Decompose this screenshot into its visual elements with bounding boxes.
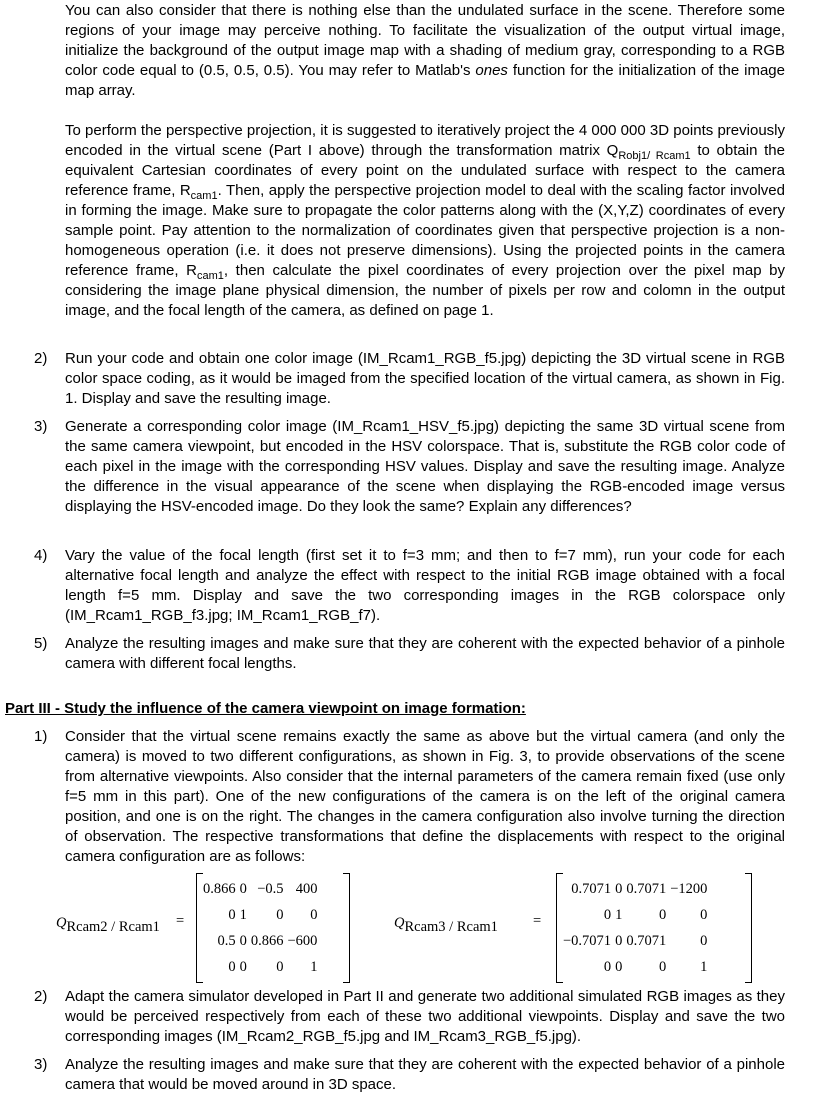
list-item <box>34 349 785 409</box>
transformation-matrices <box>0 872 822 984</box>
equals-sign: = <box>176 913 185 929</box>
list-number: 2) <box>34 988 48 1005</box>
text-italic-ones: ones <box>475 62 508 79</box>
matrix-cell: 0 <box>658 906 667 923</box>
list-text: Adapt the camera simulator developed in Part II and generate two additional simulated RGB images as they would be perceived respectively from each of these two additional viewpoints. Display and save the two corresponding images (IM_Rcam2_RGB_f5.jpg and IM_Rcam3_RGB_f5.jpg). <box>65 988 785 1045</box>
matrix-row <box>201 954 319 980</box>
matrix-cell: 0 <box>603 906 612 923</box>
matrix-cell: 1 <box>700 958 708 975</box>
subscript: cam1 <box>196 270 224 282</box>
paragraph-perspective-projection <box>65 121 785 321</box>
matrix-symbol: Q <box>56 915 67 931</box>
list-text: Analyze the resulting images and make sure that they are coherent with the expected behavior of a pinhole camera with different focal lengths. <box>65 635 785 672</box>
list-item <box>34 546 785 626</box>
list-item <box>34 987 785 1047</box>
matrix-cell: 0 <box>700 932 708 949</box>
text-run: . Then, apply the perspective projection model to deal with the scaling factor involved in forming the image. Make sure to propagate the color patterns along with the (X,Y,Z) coordinates of every sample point. Pay attention to the normalization of coordinates given that perspective projection is a non-homogeneous operation (i.e. it does not preserve dimensions). Using the projected points in the camera reference frame, R <box>65 182 785 279</box>
matrix-rcam2 <box>196 873 350 983</box>
matrix-cell: 1 <box>310 958 318 975</box>
matrix-cell: 0 <box>615 932 623 949</box>
matrix-rcam3 <box>556 873 752 983</box>
matrix-cell: 0 <box>239 932 247 949</box>
matrix-row <box>561 876 709 902</box>
matrix-row <box>201 876 319 902</box>
matrix-cell: 0.866 <box>250 932 284 949</box>
matrix-cell: −1200 <box>670 880 708 897</box>
matrix-row <box>561 954 709 980</box>
paragraph-background-gray <box>65 1 785 101</box>
text-run: To perform the perspective projection, it is suggested to iteratively project the 4 000 000 3D points previously encoded in the virtual scene (Part I above) through the transformation matrix Q <box>65 122 785 159</box>
list-number: 1) <box>34 728 48 745</box>
matrix-cell: 0 <box>239 958 247 975</box>
matrix-cell: 0 <box>615 958 623 975</box>
matrix-cell: 1 <box>239 906 247 923</box>
matrix-cell: 0 <box>276 958 284 975</box>
subscript: cam1 <box>190 190 218 202</box>
matrix-cell: 0 <box>615 880 623 897</box>
matrix-cell: −0.7071 <box>563 932 612 949</box>
matrix-cell: 0 <box>228 958 236 975</box>
matrix-cell: 0.866 <box>203 880 236 897</box>
matrix-cell: 1 <box>615 906 623 923</box>
text-run: function for the initialization of the image map array. <box>65 62 785 99</box>
list-item <box>34 634 785 674</box>
matrix-cell: −0.5 <box>257 880 284 897</box>
matrix-cell: 400 <box>295 880 318 897</box>
matrix-table <box>561 876 709 980</box>
list-number: 4) <box>34 547 48 564</box>
list-number: 5) <box>34 635 48 652</box>
subscript: Robj1/ Rcam1 <box>618 150 691 162</box>
matrix-cell: 0 <box>658 958 667 975</box>
matrix-cell: 0 <box>310 906 318 923</box>
matrix-cell: 0.5 <box>217 932 236 949</box>
list-item <box>34 727 785 867</box>
matrix-table <box>201 876 319 980</box>
list-item <box>34 417 785 517</box>
part3-heading: Part III - Study the influence of the camera viewpoint on image formation: <box>5 700 526 717</box>
list-number: 3) <box>34 418 48 435</box>
matrix-subscript: Rcam3 / Rcam1 <box>404 919 498 935</box>
list-item <box>34 1055 785 1095</box>
text-run: You can also consider that there is nothing else than the undulated surface in the scene. Therefore some regions of your image may perceive nothing. To facilitate the visualization of the output virtual image, initialize the background of the output image map with a shading of medium gray, corresponding to a RGB color code equal to (0.5, 0.5, 0.5). You may refer to Matlab's <box>65 2 785 79</box>
matrix-cell: 0 <box>239 880 247 897</box>
matrix-label-rcam2 <box>56 915 160 935</box>
matrix-cell: 0.7071 <box>626 880 667 897</box>
matrix-cell: 0 <box>700 906 708 923</box>
text-run: to obtain the equivalent Cartesian coordinates of every point on the undulated surface with respect to the camera reference frame, R <box>65 142 785 199</box>
matrix-cell: 0 <box>228 906 236 923</box>
matrix-symbol: Q <box>394 915 405 931</box>
matrix-cell: 0.7071 <box>626 932 667 949</box>
matrix-subscript: Rcam2 / Rcam1 <box>66 919 160 935</box>
list-text: Analyze the resulting images and make sure that they are coherent with the expected behavior of a pinhole camera that would be moved around in 3D space. <box>65 1056 785 1093</box>
text-run: , then calculate the pixel coordinates of every projection over the pixel map by considering the image plane physical dimension, the number of pixels per row and colomn in the output image, and the focal length of the camera, as defined on page 1. <box>65 262 786 319</box>
matrix-cell: −600 <box>287 932 318 949</box>
matrix-row <box>201 928 319 954</box>
matrix-row <box>201 902 319 928</box>
list-number: 2) <box>34 350 48 367</box>
matrix-row <box>561 928 709 954</box>
matrix-label-rcam3 <box>394 915 498 935</box>
list-text: Generate a corresponding color image (IM_Rcam1_HSV_f5.jpg) depicting the same 3D virtual scene from the same camera viewpoint, but encoded in the HSV colorspace. That is, substitute the RGB color code of each pixel in the image with the corresponding HSV values. Display and save the resulting image. Analyze the difference in the visual appearance of the scene when displaying the RGB-encoded image versus displaying the HSV-encoded image. Do they look the same? Explain any differences? <box>65 418 785 515</box>
list-text: Consider that the virtual scene remains exactly the same as above but the virtual camera (and only the camera) is moved to two different configurations, as shown in Fig. 3, to provide observations of the scene from alternative viewpoints. Also consider that the internal parameters of the camera remain fixed (use only f=5 mm in this part). One of the new configurations of the camera is on the left of the original camera position, and one is on the right. The changes in the camera configuration also involve turning the direction of observation. The respective transformations that define the displacements with respect to the original camera configuration are as follows: <box>65 728 785 865</box>
list-text: Vary the value of the focal length (first set it to f=3 mm; and then to f=7 mm), run your code for each alternative focal length and analyze the effect with respect to the initial RGB image obtained with a focal length f=5 mm. Display and save the two corresponding images in the RGB colorspace only (IM_Rcam1_RGB_f3.jpg; IM_Rcam1_RGB_f7). <box>65 547 785 624</box>
matrix-row <box>561 902 709 928</box>
matrix-cell: 0 <box>276 906 284 923</box>
equals-sign: = <box>533 913 542 929</box>
list-text: Run your code and obtain one color image (IM_Rcam1_RGB_f5.jpg) depicting the 3D virtual scene in RGB color space coding, as it would be imaged from the specified location of the virtual camera, as shown in Fig. 1. Display and save the resulting image. <box>65 350 785 407</box>
matrix-cell: 0.7071 <box>571 880 612 897</box>
matrix-cell: 0 <box>603 958 612 975</box>
list-number: 3) <box>34 1056 48 1073</box>
